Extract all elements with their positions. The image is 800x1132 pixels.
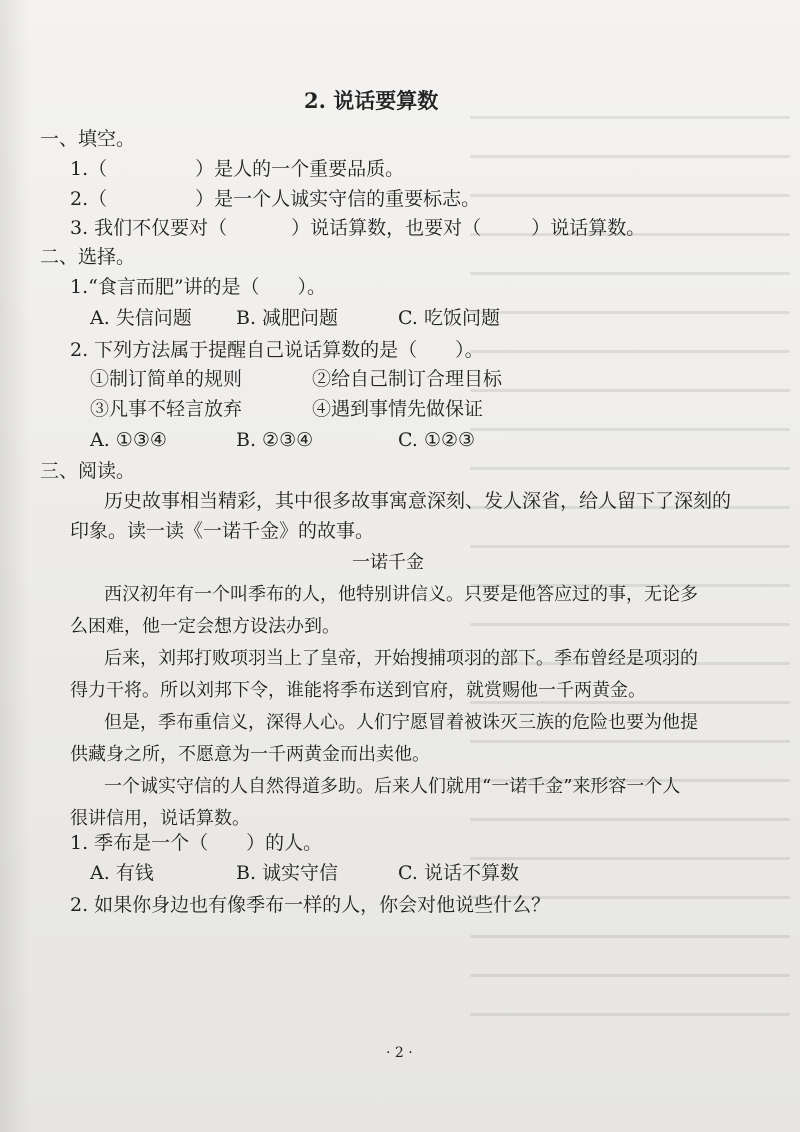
- reading-intro-line-1: 历史故事相当精彩，其中很多故事寓意深刻、发人深省，给人留下了深刻的: [104, 490, 732, 512]
- reading-q1-stem: 1. 季布是一个（ ）的人。: [70, 832, 323, 854]
- choice-q1-stem: 1.“食言而肥”讲的是（ ）。: [70, 276, 327, 298]
- page-edge-shadow: [0, 0, 30, 1132]
- lesson-title: 2. 说话要算数: [304, 88, 439, 113]
- fill-q1: [70, 156, 404, 182]
- reading-q1-option-a: A. 有钱: [90, 862, 154, 884]
- story-line-1: 西汉初年有一个叫季布的人，他特别讲信义。只要是他答应过的事，无论多: [104, 584, 698, 605]
- story-title: 一诺千金: [352, 552, 424, 573]
- story-line-6: 供藏身之所，不愿意为一千两黄金而出卖他。: [70, 744, 430, 765]
- story-line-2: 么困难，他一定会想方设法办到。: [70, 616, 340, 637]
- fill-q2-pre: 2.（: [70, 188, 108, 210]
- choice-q2-stem: 2. 下列方法属于提醒自己说话算数的是（ ）。: [70, 339, 484, 361]
- choice-q1-option-b: B. 减肥问题: [236, 307, 339, 329]
- choice-q2-method-2: ②给自己制订合理目标: [312, 368, 503, 390]
- reading-intro-line-2: 印象。读一读《一诺千金》的故事。: [70, 520, 375, 542]
- reading-q2-stem: 2. 如果你身边也有像季布一样的人，你会对他说些什么？: [70, 894, 551, 916]
- story-line-4: 得力干将。所以刘邦下令，谁能将季布送到官府，就赏赐他一千两黄金。: [70, 680, 646, 701]
- fill-q2: [70, 186, 480, 212]
- fill-q3-part-b: ）说话算数，也要对（: [291, 217, 482, 239]
- fill-heading: 一、填空。: [40, 128, 136, 150]
- choice-q1-option-c: C. 吃饭问题: [398, 307, 500, 329]
- reading-q1-option-c: C. 说话不算数: [398, 862, 519, 884]
- fill-q1-post: ）是人的一个重要品质。: [195, 158, 405, 180]
- choice-q2-option-b: B. ②③④: [236, 429, 314, 451]
- choice-heading: 二、选择。: [40, 246, 136, 268]
- story-line-8: 很讲信用，说话算数。: [70, 808, 250, 829]
- story-line-3: 后来，刘邦打败项羽当上了皇帝，开始搜捕项羽的部下。季布曾经是项羽的: [104, 648, 698, 669]
- fill-q3-part-c: ）说话算数。: [531, 217, 646, 239]
- story-line-7: 一个诚实守信的人自然得道多助。后来人们就用“一诺千金”来形容一个人: [104, 776, 681, 797]
- page-number: · 2 ·: [386, 1045, 413, 1061]
- reading-heading: 三、阅读。: [40, 460, 136, 482]
- choice-q2-option-c: C. ①②③: [398, 429, 476, 451]
- fill-q2-post: ）是一个人诚实守信的重要标志。: [195, 188, 481, 210]
- reading-q1-option-b: B. 诚实守信: [236, 862, 339, 884]
- fill-q3-part-a: 3. 我们不仅要对（: [70, 217, 228, 239]
- fill-q3: [70, 215, 645, 241]
- choice-q1-option-a: A. 失信问题: [90, 307, 192, 329]
- choice-q2-method-3: ③凡事不轻言放弃: [90, 398, 243, 420]
- fill-q1-pre: 1.（: [70, 158, 108, 180]
- choice-q2-option-a: A. ①③④: [90, 429, 167, 451]
- choice-q2-method-1: ①制订简单的规则: [90, 368, 243, 390]
- choice-q2-method-4: ④遇到事情先做保证: [312, 398, 484, 420]
- story-line-5: 但是，季布重信义，深得人心。人们宁愿冒着被诛灭三族的危险也要为他提: [104, 712, 698, 733]
